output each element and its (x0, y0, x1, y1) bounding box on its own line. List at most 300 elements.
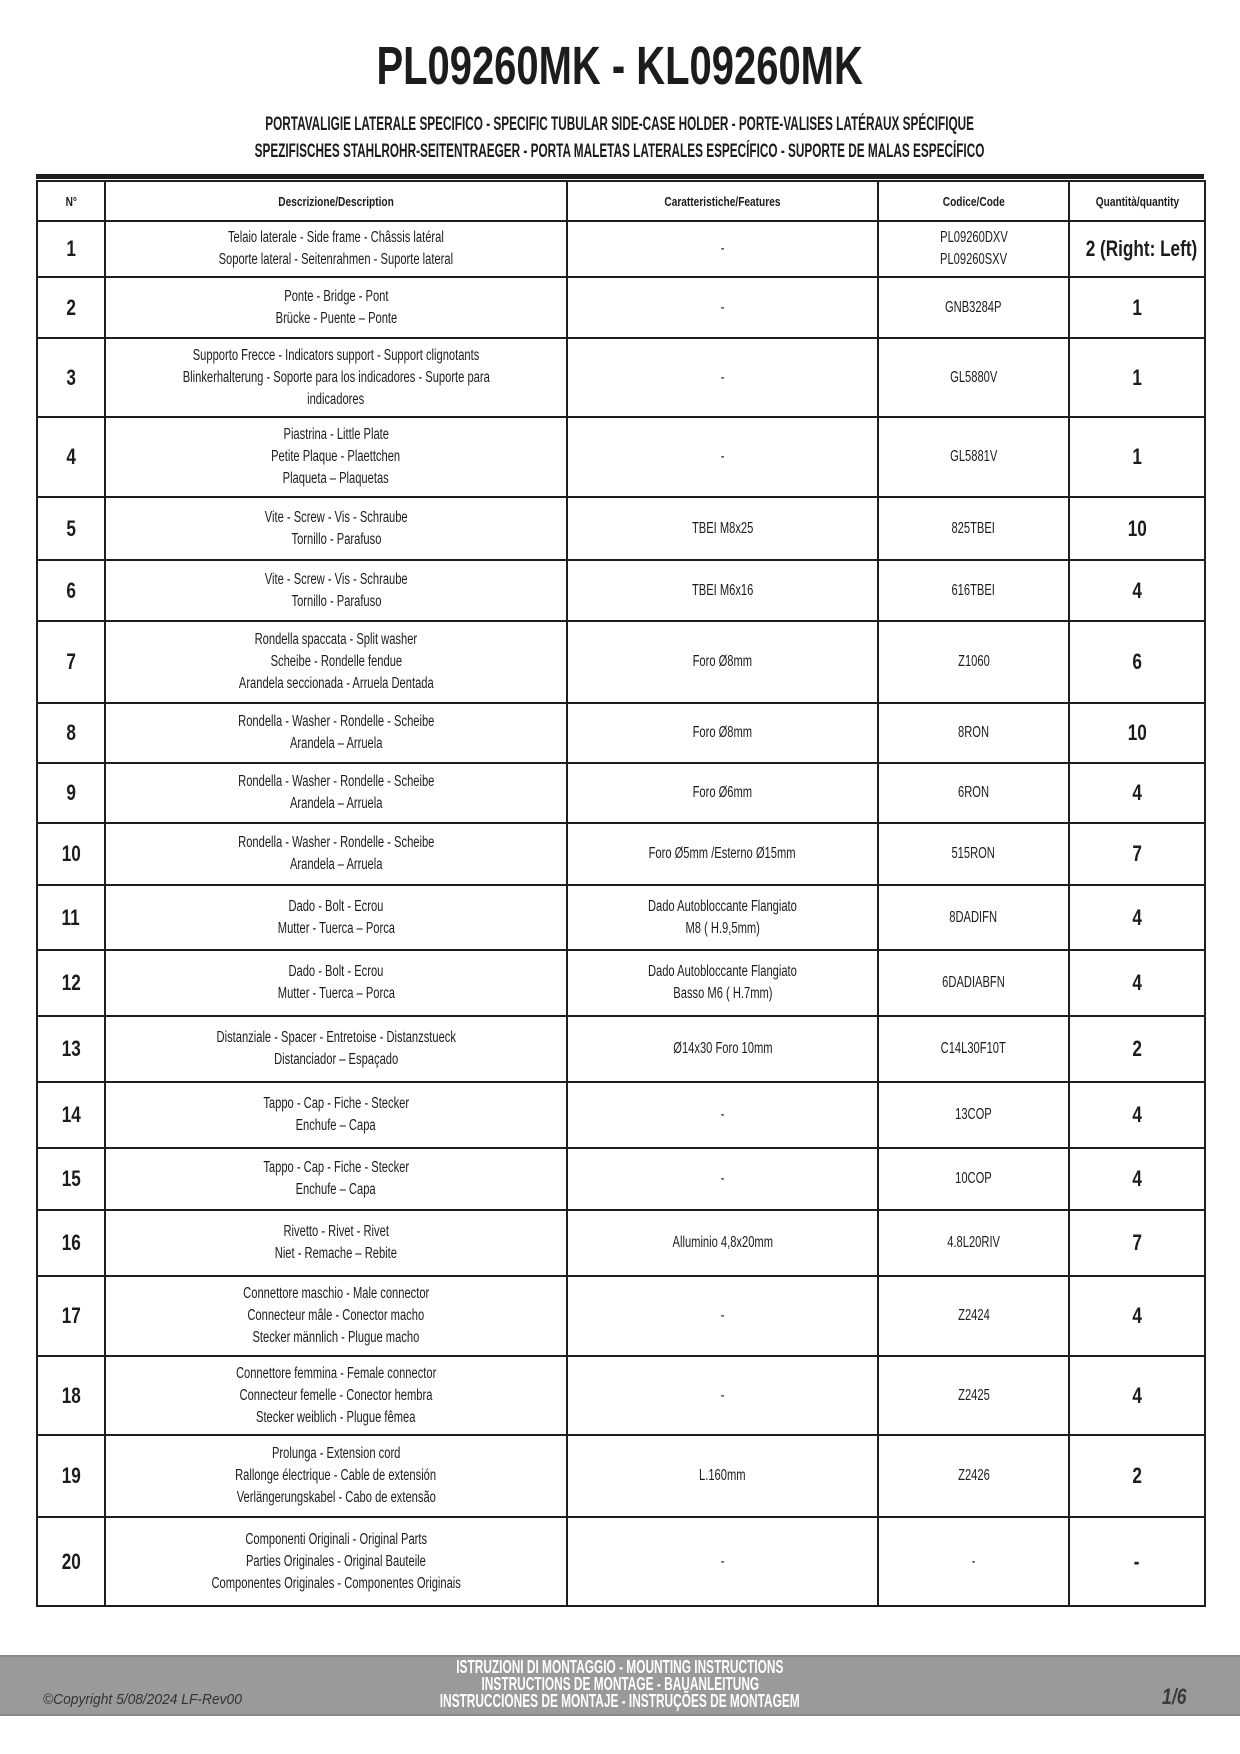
description-text: Distanciador – Espaçado (273, 1051, 399, 1068)
quantity-text: 1 (1132, 294, 1142, 320)
quantity-text: 4 (1132, 1382, 1142, 1408)
table-row (37, 1356, 1205, 1435)
table-row (37, 823, 1205, 885)
cell-features (567, 417, 878, 497)
column-header-features-text: Caratteristiche/Features (664, 193, 781, 209)
cell-description (105, 277, 567, 338)
features-text: Foro Ø8mm (692, 724, 753, 741)
code-line (879, 1305, 1068, 1327)
features-line (568, 297, 877, 319)
document-title-text: PL09260MK - KL09260MK (376, 36, 864, 96)
description-text: Enchufe – Capa (295, 1117, 377, 1134)
features-line (568, 961, 877, 983)
item-number-text: 3 (66, 364, 76, 390)
description-line (106, 308, 566, 330)
footer-bar (0, 1655, 1240, 1716)
description-text: Piastrina - Little Plate (283, 426, 389, 443)
code-line (879, 1168, 1068, 1190)
features-line (568, 1551, 877, 1573)
subtitle-line-2 (0, 141, 1240, 163)
quantity-text: 1 (1132, 364, 1142, 390)
code-text: GL5880V (949, 368, 998, 386)
description-line (106, 1049, 566, 1071)
description-line (106, 367, 566, 389)
features-line (568, 722, 877, 744)
item-number-text: 10 (61, 841, 81, 866)
description-text: Connecteur femelle - Conector hembra (239, 1386, 433, 1404)
cell-code (878, 950, 1069, 1016)
cell-quantity (1069, 950, 1205, 1016)
cell-quantity (1069, 1356, 1205, 1435)
cell-features (567, 1435, 878, 1517)
code-line (879, 249, 1068, 271)
description-line (106, 569, 566, 591)
features-text: Foro Ø8mm (692, 653, 753, 670)
features-text: - (720, 1307, 725, 1324)
description-text: Connettore maschio - Male connector (242, 1285, 430, 1302)
description-text: Rallonge électrique - Cable de extensión (235, 1467, 437, 1484)
table-row (37, 1517, 1205, 1606)
instructions-line-2: INSTRUCTIONS DE MONTAGE - BAUANLEITUNG (481, 1674, 759, 1694)
description-text: Plaqueta – Plaquetas (282, 470, 390, 487)
quantity-text: 7 (1132, 1230, 1142, 1255)
cell-features (567, 950, 878, 1016)
cell-features (567, 1517, 878, 1606)
item-number-text: 8 (66, 720, 76, 745)
cell-quantity (1069, 560, 1205, 621)
features-line (568, 580, 877, 602)
parts-table (36, 180, 1206, 1607)
code-line (879, 1038, 1068, 1060)
description-line (106, 227, 566, 249)
cell-quantity (1069, 1435, 1205, 1517)
mounting-instructions-label (0, 1659, 1240, 1710)
column-header-code (878, 181, 1069, 221)
table-row (37, 950, 1205, 1016)
cell-code (878, 1016, 1069, 1082)
description-line (106, 651, 566, 673)
cell-description (105, 1082, 567, 1148)
quantity-text: 4 (1132, 970, 1142, 995)
description-text: Parties Originales - Original Bauteile (246, 1552, 426, 1570)
description-text: Tappo - Cap - Fiche - Stecker (263, 1095, 409, 1112)
cell-features (567, 560, 878, 621)
instructions-line-1: ISTRUZIONI DI MONTAGGIO - MOUNTING INSTRUCTIONS (456, 1657, 784, 1677)
description-text: Blinkerhalterung - Soporte para los indicadores - Suporte para (182, 368, 490, 386)
table-row (37, 221, 1205, 277)
quantity-text: - (1134, 1548, 1140, 1574)
code-text: 515RON (951, 845, 996, 862)
item-number-text: 7 (66, 649, 76, 674)
table-row (37, 1210, 1205, 1276)
cell-description (105, 1210, 567, 1276)
table-row (37, 1016, 1205, 1082)
description-line (106, 1529, 566, 1551)
description-line (106, 389, 566, 411)
cell-quantity (1069, 1210, 1205, 1276)
cell-quantity (1069, 885, 1205, 950)
table-row (37, 1082, 1205, 1148)
description-line (106, 249, 566, 271)
description-text: Soporte lateral - Seitenrahmen - Suporte lateral (218, 251, 454, 268)
cell-item-number (37, 560, 105, 621)
description-text: Rivetto - Rivet - Rivet (283, 1223, 389, 1240)
description-text: Componenti Originali - Original Parts (245, 1530, 427, 1548)
description-line (106, 1305, 566, 1327)
description-line (106, 591, 566, 613)
quantity-text: 1 (1132, 444, 1142, 469)
description-text: Tornillo - Parafuso (291, 592, 381, 610)
cell-quantity (1069, 497, 1205, 560)
cell-code (878, 497, 1069, 560)
cell-features (567, 823, 878, 885)
item-number-text: 17 (61, 1303, 81, 1328)
cell-item-number (37, 1356, 105, 1435)
code-line (879, 580, 1068, 602)
cell-quantity (1069, 823, 1205, 885)
description-text: Connecteur mâle - Conector macho (247, 1307, 425, 1324)
cell-description (105, 950, 567, 1016)
cell-item-number (37, 1517, 105, 1606)
table-row (37, 338, 1205, 417)
item-number-text: 13 (61, 1036, 81, 1061)
quantity-text: 10 (1127, 515, 1147, 541)
cell-features (567, 1148, 878, 1210)
quantity-text: 7 (1132, 841, 1142, 866)
cell-features (567, 885, 878, 950)
description-text: Rondella - Washer - Rondelle - Scheibe (237, 713, 435, 730)
code-line (879, 907, 1068, 929)
code-line (879, 1232, 1068, 1254)
description-text: Mutter - Tuerca – Porca (277, 919, 395, 937)
cell-code (878, 823, 1069, 885)
features-text: - (720, 1106, 725, 1123)
cell-code (878, 703, 1069, 763)
features-text: L.160mm (699, 1467, 746, 1484)
parts-table-body (37, 221, 1205, 1606)
features-line (568, 1038, 877, 1060)
cell-features (567, 1276, 878, 1356)
description-text: Dado - Bolt - Ecrou (288, 897, 384, 915)
cell-description (105, 885, 567, 950)
item-number-text: 18 (61, 1382, 81, 1408)
cell-features (567, 703, 878, 763)
item-number-text: 12 (61, 970, 81, 995)
description-text: Brücke - Puente – Ponte (275, 309, 397, 327)
features-text: Foro Ø5mm /Esterno Ø15mm (649, 845, 796, 862)
cell-description (105, 1435, 567, 1517)
cell-quantity (1069, 338, 1205, 417)
cell-code (878, 1276, 1069, 1356)
cell-quantity (1069, 277, 1205, 338)
description-line (106, 1465, 566, 1487)
features-text: Dado Autobloccante Flangiato (648, 897, 797, 915)
code-line (879, 1465, 1068, 1487)
features-text: - (720, 368, 725, 386)
quantity-text: 2 (1132, 1463, 1142, 1488)
quantity-text: 10 (1127, 720, 1147, 745)
item-number-text: 1 (66, 236, 76, 261)
features-line (568, 843, 877, 865)
cell-item-number (37, 221, 105, 277)
table-row (37, 703, 1205, 763)
cell-description (105, 1016, 567, 1082)
description-text: Distanziale - Spacer - Entretoise - Distanzstueck (216, 1029, 456, 1046)
cell-features (567, 497, 878, 560)
features-line (568, 367, 877, 389)
cell-code (878, 763, 1069, 823)
header-divider (36, 174, 1204, 179)
description-text: Arandela – Arruela (289, 856, 383, 873)
code-line (879, 367, 1068, 389)
cell-quantity (1069, 621, 1205, 703)
description-line (106, 1093, 566, 1115)
cell-features (567, 763, 878, 823)
column-header-num (37, 181, 105, 221)
cell-quantity (1069, 221, 1205, 277)
description-line (106, 918, 566, 940)
features-text: Dado Autobloccante Flangiato (648, 963, 797, 980)
cell-description (105, 221, 567, 277)
features-line (568, 446, 877, 468)
code-line (879, 651, 1068, 673)
description-line (106, 1443, 566, 1465)
features-line (568, 1104, 877, 1126)
description-line (106, 854, 566, 876)
cell-features (567, 621, 878, 703)
code-text: 10COP (955, 1170, 992, 1187)
cell-description (105, 560, 567, 621)
code-line (879, 972, 1068, 994)
description-text: Rondella - Washer - Rondelle - Scheibe (237, 834, 435, 851)
quantity-text: 4 (1132, 904, 1142, 930)
features-line (568, 918, 877, 940)
subtitle-line-1-text: PORTAVALIGIE LATERALE SPECIFICO - SPECIFIC TUBULAR SIDE-CASE HOLDER - PORTE-VALISES LATÉRAUX SPÉCIFIQUE (265, 114, 975, 135)
item-number-text: 20 (61, 1548, 81, 1574)
column-header-code-text: Codice/Code (942, 193, 1005, 209)
table-row (37, 763, 1205, 823)
cell-description (105, 497, 567, 560)
quantity-text: 4 (1132, 1166, 1142, 1191)
description-line (106, 1179, 566, 1201)
cell-features (567, 277, 878, 338)
description-text: Scheibe - Rondelle fendue (270, 653, 402, 670)
table-row (37, 560, 1205, 621)
description-line (106, 733, 566, 755)
features-text: - (720, 1552, 725, 1570)
cell-item-number (37, 621, 105, 703)
description-text: Stecker männlich - Plugue macho (252, 1329, 420, 1346)
features-text: TBEI M8x25 (691, 519, 754, 537)
cell-description (105, 1148, 567, 1210)
cell-quantity (1069, 763, 1205, 823)
cell-item-number (37, 497, 105, 560)
cell-description (105, 1356, 567, 1435)
description-line (106, 1283, 566, 1305)
cell-code (878, 1148, 1069, 1210)
quantity-text: 4 (1132, 577, 1142, 603)
column-header-description (105, 181, 567, 221)
instructions-line (0, 1693, 1240, 1710)
cell-features (567, 221, 878, 277)
cell-code (878, 885, 1069, 950)
description-line (106, 1573, 566, 1595)
column-header-description-text: Descrizione/Description (278, 193, 394, 209)
description-text: Niet - Remache – Rebite (274, 1245, 398, 1262)
description-line (106, 1243, 566, 1265)
cell-code (878, 1356, 1069, 1435)
cell-quantity (1069, 1082, 1205, 1148)
cell-item-number (37, 1082, 105, 1148)
cell-description (105, 763, 567, 823)
description-line (106, 896, 566, 918)
description-text: Vite - Screw - Vis - Schraube (264, 570, 408, 588)
code-line (879, 843, 1068, 865)
description-line (106, 793, 566, 815)
cell-features (567, 1210, 878, 1276)
code-text: 13COP (955, 1106, 992, 1123)
description-text: Tappo - Cap - Fiche - Stecker (263, 1159, 409, 1176)
subtitle-line-2-text: SPEZIFISCHES STAHLROHR-SEITENTRAEGER - PORTA MALETAS LATERALES ESPECÍFICO - SUPORTE DE MALAS ESPECÍFICO (255, 141, 985, 162)
description-line (106, 529, 566, 551)
description-text: Rondella - Washer - Rondelle - Scheibe (237, 773, 435, 790)
description-text: Arandela – Arruela (289, 735, 383, 752)
code-line (879, 227, 1068, 249)
code-text: 6RON (957, 784, 990, 801)
cell-item-number (37, 823, 105, 885)
features-text: - (720, 448, 725, 465)
item-number-text: 9 (66, 780, 76, 805)
description-text: Rondella spaccata - Split washer (254, 631, 418, 648)
features-line (568, 1385, 877, 1407)
description-line (106, 1551, 566, 1573)
cell-code (878, 1435, 1069, 1517)
code-text: 616TBEI (951, 581, 996, 599)
features-text: - (720, 298, 725, 316)
code-text: 825TBEI (951, 519, 996, 537)
cell-description (105, 621, 567, 703)
description-text: Verlängerungskabel - Cabo de extensão (236, 1489, 436, 1506)
cell-item-number (37, 417, 105, 497)
description-line (106, 468, 566, 490)
description-text: Connettore femmina - Female connector (235, 1364, 437, 1382)
cell-description (105, 417, 567, 497)
code-text: GL5881V (949, 448, 998, 465)
description-line (106, 286, 566, 308)
features-text: Ø14x30 Foro 10mm (672, 1040, 773, 1057)
column-header-quantity-text: Quantità/quantity (1095, 193, 1179, 209)
code-line (879, 518, 1068, 540)
cell-item-number (37, 885, 105, 950)
code-text: 8RON (957, 724, 990, 741)
cell-description (105, 338, 567, 417)
code-text: 6DADIABFN (942, 974, 1005, 991)
code-line (879, 782, 1068, 804)
description-text: Arandela seccionada - Arruela Dentada (238, 675, 434, 692)
code-line (879, 1551, 1068, 1573)
code-text: PL09260SXV (939, 251, 1008, 268)
copyright-text-value: ©Copyright 5/08/2024 LF-Rev00 (43, 1691, 242, 1708)
description-line (106, 1407, 566, 1429)
features-text: - (720, 240, 725, 257)
subtitle-line-1 (0, 114, 1240, 136)
description-text: Dado - Bolt - Ecrou (288, 963, 384, 980)
description-line (106, 832, 566, 854)
item-number-text: 15 (61, 1166, 81, 1191)
features-line (568, 1465, 877, 1487)
cell-code (878, 277, 1069, 338)
table-header-row (37, 181, 1205, 221)
instructions-line-3: INSTRUCCIONES DE MONTAJE - INSTRUÇÕES DE MONTAGEM (440, 1691, 800, 1711)
cell-description (105, 703, 567, 763)
features-text: TBEI M6x16 (691, 581, 754, 599)
features-line (568, 1305, 877, 1327)
description-text: Arandela – Arruela (289, 795, 383, 812)
cell-description (105, 1276, 567, 1356)
description-line (106, 1221, 566, 1243)
item-number-text: 4 (66, 444, 76, 469)
description-line (106, 711, 566, 733)
code-text: 4.8L20RIV (947, 1234, 1000, 1251)
cell-quantity (1069, 1016, 1205, 1082)
description-line (106, 1363, 566, 1385)
item-number-text: 6 (66, 577, 76, 603)
cell-quantity (1069, 417, 1205, 497)
features-text: M8 ( H.9,5mm) (685, 919, 760, 937)
features-line (568, 896, 877, 918)
cell-code (878, 221, 1069, 277)
code-text: Z2424 (957, 1307, 990, 1324)
column-header-quantity (1069, 181, 1205, 221)
cell-item-number (37, 950, 105, 1016)
description-text: indicadores (307, 390, 365, 408)
description-text: Ponte - Bridge - Pont (283, 287, 389, 305)
code-text: Z1060 (957, 653, 990, 670)
code-line (879, 722, 1068, 744)
features-line (568, 238, 877, 260)
cell-code (878, 338, 1069, 417)
table-row (37, 1435, 1205, 1517)
cell-item-number (37, 1210, 105, 1276)
description-text: Petite Plaque - Plaettchen (271, 448, 401, 465)
column-header-num-text: N° (65, 193, 77, 209)
cell-item-number (37, 1016, 105, 1082)
features-line (568, 1232, 877, 1254)
document-title (0, 36, 1240, 96)
cell-item-number (37, 1435, 105, 1517)
description-text: Vite - Screw - Vis - Schraube (264, 508, 408, 526)
table-row (37, 885, 1205, 950)
cell-features (567, 1016, 878, 1082)
description-line (106, 1027, 566, 1049)
cell-item-number (37, 703, 105, 763)
cell-item-number (37, 763, 105, 823)
table-row (37, 1148, 1205, 1210)
cell-code (878, 560, 1069, 621)
code-text: PL09260DXV (939, 229, 1008, 246)
description-line (106, 424, 566, 446)
cell-quantity (1069, 1517, 1205, 1606)
description-line (106, 1115, 566, 1137)
cell-item-number (37, 1148, 105, 1210)
code-text: Z2425 (957, 1386, 990, 1404)
description-text: Prolunga - Extension cord (271, 1445, 401, 1462)
table-row (37, 497, 1205, 560)
quantity-text: 4 (1132, 1303, 1142, 1328)
table-row (37, 417, 1205, 497)
description-line (106, 1327, 566, 1349)
cell-features (567, 1356, 878, 1435)
